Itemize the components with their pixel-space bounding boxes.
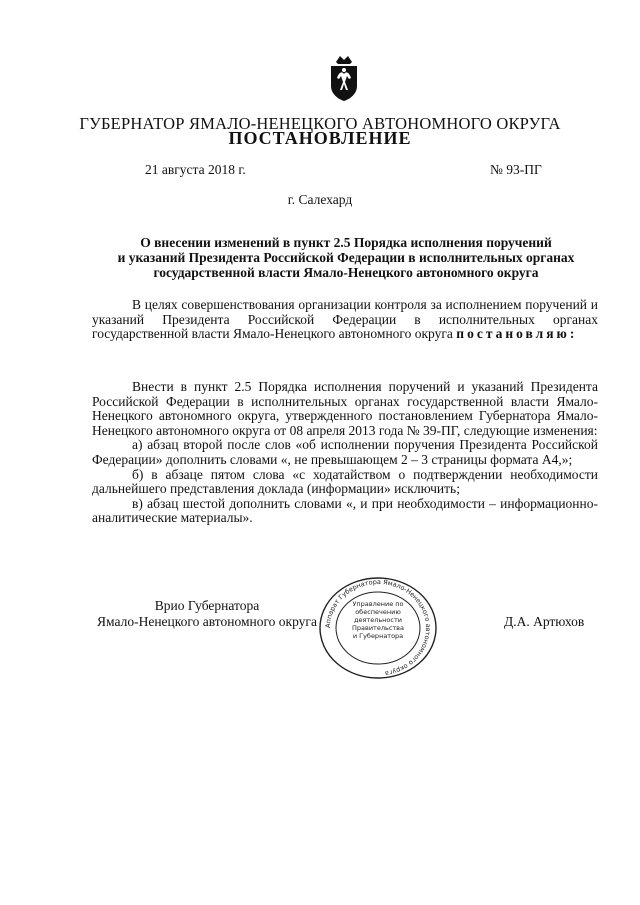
amendment-item-b: б) в абзаце пятом слова «с ходатайством о подтверждении необходимости дальнейшего представления доклада (информации» исключить;	[92, 466, 598, 497]
document-date: 21 августа 2018 г.	[145, 162, 246, 177]
signatory-title	[92, 598, 322, 630]
seal-line: Правительства	[352, 624, 404, 632]
decree-body	[92, 380, 598, 526]
document-subject	[90, 235, 602, 280]
seal-line: и Губернатора	[352, 632, 404, 640]
coat-of-arms-emblem	[328, 52, 360, 102]
signatory-region: Ямало-Ненецкого автономного округа	[97, 614, 317, 629]
issuer-heading: ГУБЕРНАТОР ЯМАЛО-НЕНЕЦКОГО АВТОНОМНОГО ОКРУГА	[79, 114, 561, 133]
preamble-paragraph	[92, 298, 598, 342]
document-type-title: ПОСТАНОВЛЕНИЕ	[228, 128, 412, 148]
signatory-name: Д.А. Артюхов	[504, 614, 585, 629]
amendment-item-a: а) абзац второй после слов «об исполнении поручения Президента Российской Федерации» дополнить словами «, не превышающем 2 – 3 страницы формата А4,»;	[92, 437, 598, 467]
signatory-position: Врио Губернатора	[154, 598, 260, 613]
preamble-text: В целях совершенствования организации контроля за исполнением поручений и указаний Президента Российской Федерации в исполнительных органах государственной власти Ямало-Ненецкого автономного округа	[92, 297, 598, 342]
seal-ring-text: Аппарат Губернатора Ямало-Ненецкого автономного округа	[323, 577, 433, 678]
document-city: г. Салехард	[287, 192, 353, 207]
seal-line: деятельности	[354, 616, 402, 624]
seal-center-text	[336, 600, 420, 640]
subject-line: и указаний Президента Российской Федерации в исполнительных органах	[117, 250, 575, 265]
seal-line: обеспечению	[355, 608, 401, 616]
amendment-item-c: в) абзац шестой дополнить словами «, и при необходимости – информационно-аналитические материалы».	[92, 495, 598, 526]
decree-word: постановляю:	[456, 326, 578, 342]
subject-line: государственной власти Ямало-Ненецкого автономного округа	[153, 265, 539, 280]
main-paragraph: Внести в пункт 2.5 Порядка исполнения поручений и указаний Президента Российской Федерации в исполнительных органах государственной власти Ямало-Ненецкого автономного округа, утвержденного постановлением Губернатора Ямало-Ненецкого автономного округа от 08 апреля 2013 года № 39-ПГ, следующие изменения:	[92, 379, 598, 438]
subject-line: О внесении изменений в пункт 2.5 Порядка исполнения поручений	[140, 235, 552, 250]
document-number: № 93-ПГ	[490, 162, 542, 177]
seal-line: Управление по	[352, 600, 404, 608]
